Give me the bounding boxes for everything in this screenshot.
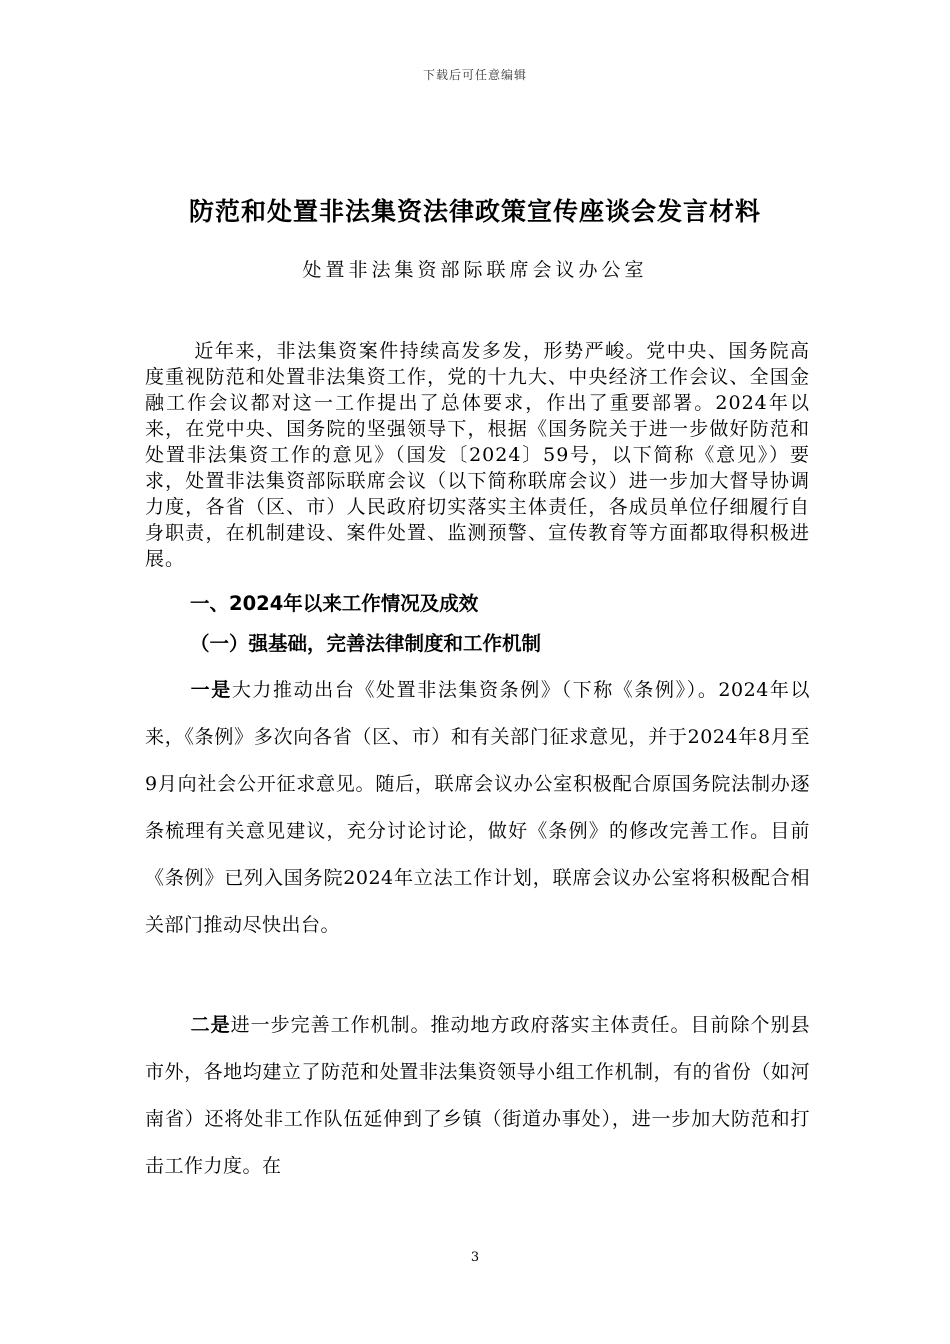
section-heading: 一、2024年以来工作情况及成效 [190,592,479,615]
paragraph-1-body: 大力推动出台《处置非法集资条例》（下称《条例》）。2024年以来，《条例》多次向各省（区、市）和有关部门征求意见，并于2024年8月至9月向社会公开征求意见。随后，联席会议办公室积极配合原国务院法制办逐条梳理有关意见建议，充分讨论讨论，做好《条例》的修改完善工作。目前《条例》已列入国务院2024年立法工作计划，联席会议办公室将积极配合相关部门推动尽快出台。 [145,679,810,936]
paragraph-1 [145,667,810,949]
paragraph-1-lead: 一是 [190,679,232,701]
paragraph-2-lead: 二是 [190,1014,231,1036]
subsection-heading: （一）强基础，完善法律制度和工作机制 [190,632,542,655]
paragraph-2 [145,1002,810,1190]
document-title: 防范和处置非法集资法律政策宣传座谈会发言材料 [188,197,761,226]
page-header: 下载后可任意编辑 [422,68,527,82]
paragraph-2-body: 进一步完善工作机制。推动地方政府落实主体责任。目前除个别县市外，各地均建立了防范和处置非法集资领导小组工作机制，有的省份（如河南省）还将处非工作队伍延伸到了乡镇（街道办事处），进一步加大防范和打击工作力度。在 [145,1014,810,1177]
page-number: 3 [470,1250,480,1265]
intro-paragraph: 近年来，非法集资案件持续高发多发，形势严峻。党中央、国务院高度重视防范和处置非法集资工作，党的十九大、中央经济工作会议、全国金融工作会议都对这一工作提出了总体要求，作出了重要部署。2024年以来，在党中央、国务院的坚强领导下，根据《国务院关于进一步做好防范和处置非法集资工作的意见》（国发〔2024〕59号，以下简称《意见》）要求，处置非法集资部际联席会议（以下简称联席会议）进一步加大督导协调力度，各省（区、市）人民政府切实落实主体责任，各成员单位仔细履行自身职责，在机制建设、案件处置、监测预警、宣传教育等方面都取得积极进展。 [145,340,810,570]
document-author: 处置非法集资部际联席会议办公室 [302,259,648,281]
